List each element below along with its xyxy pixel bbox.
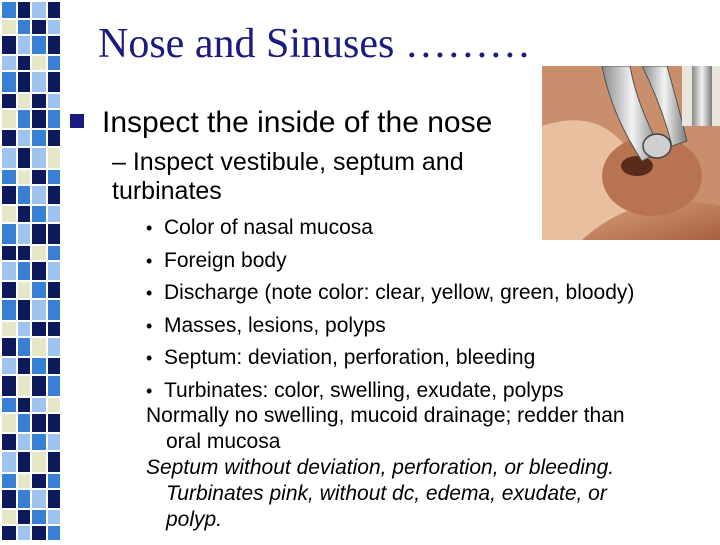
list-item: • Color of nasal mucosa bbox=[146, 212, 634, 245]
list-item: • Masses, lesions, polyps bbox=[146, 310, 634, 343]
dot-bullet-icon: • bbox=[146, 315, 153, 336]
sub-bullet: – Inspect vestibule, septum and turbinates bbox=[112, 148, 464, 205]
list-item: • Turbinates: color, swelling, exudate, polyps bbox=[146, 375, 634, 408]
dot-bullet-icon: • bbox=[146, 283, 153, 303]
dot-bullet-icon: • bbox=[146, 380, 153, 401]
dot-bullet-icon: • bbox=[146, 218, 153, 238]
decorative-checker-strip bbox=[0, 0, 64, 540]
dot-bullet-icon: • bbox=[146, 250, 153, 271]
list-item: • Septum: deviation, perforation, bleeding bbox=[146, 342, 634, 375]
normal-findings-note bbox=[146, 403, 706, 533]
main-bullet bbox=[70, 106, 492, 140]
normal-note-line1: Normally no swelling, mucoid drainage; redder than bbox=[146, 404, 625, 427]
septum-note-line3: polyp. bbox=[166, 508, 223, 531]
checker-pattern-graphic bbox=[0, 0, 64, 540]
list-item: • Discharge (note color: clear, yellow, green, bloody) bbox=[146, 277, 634, 310]
normal-note-line2: oral mucosa bbox=[166, 430, 281, 453]
septum-note-line2: Turbinates pink, without dc, edema, exudate, or bbox=[166, 482, 607, 505]
septum-note-line1: Septum without deviation, perforation, or bleeding. bbox=[146, 456, 615, 479]
inspection-list bbox=[146, 212, 634, 407]
main-bullet-text: Inspect the inside of the nose bbox=[102, 106, 493, 139]
dot-bullet-icon: • bbox=[146, 348, 153, 368]
slide-title: Nose and Sinuses ……… bbox=[98, 21, 531, 67]
square-bullet-icon bbox=[70, 114, 84, 128]
list-item: • Foreign body bbox=[146, 245, 634, 278]
